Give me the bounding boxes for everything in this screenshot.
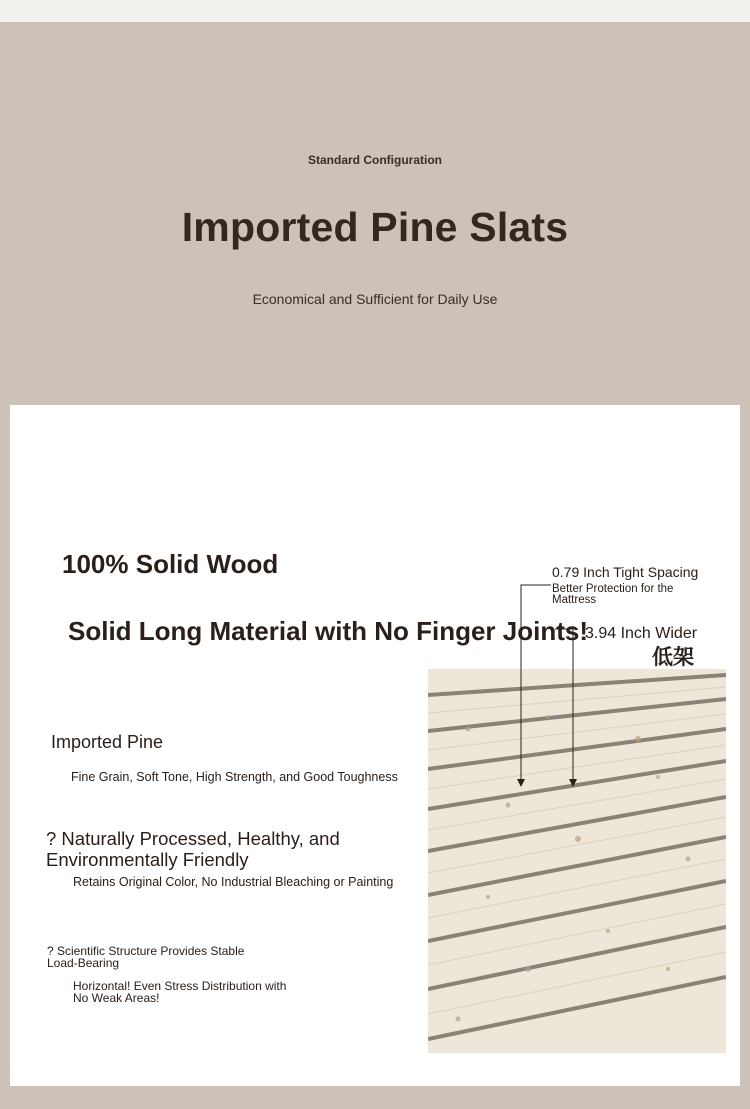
bottom-strip [0, 1086, 750, 1109]
feature-desc-imported-pine: Fine Grain, Soft Tone, High Strength, and Good Toughness [71, 770, 398, 784]
feature-desc-natural: Retains Original Color, No Industrial Bleaching or Painting [73, 875, 394, 889]
feature-title-structure: ? Scientific Structure Provides Stable Load-Bearing [47, 944, 245, 970]
spacing-arrows [515, 583, 585, 789]
feature-desc-structure: Horizontal! Even Stress Distribution with No Weak Areas! [73, 979, 287, 1005]
spacing-label: 0.79 Inch Tight Spacing [552, 564, 699, 580]
feature-panel [10, 405, 740, 1086]
hero-eyebrow: Standard Configuration [308, 153, 442, 167]
headline-solid-wood: 100% Solid Wood [62, 549, 279, 579]
hero-section [0, 22, 750, 405]
hero-title: Imported Pine Slats [181, 204, 569, 250]
chinese-watermark: 低架 [652, 646, 694, 669]
feature-title-imported-pine: Imported Pine [51, 732, 164, 752]
top-strip [0, 0, 750, 22]
spacing-sublabel: Better Protection for the Mattress [552, 583, 674, 606]
headline-no-finger-joints: Solid Long Material with No Finger Joints! [68, 616, 588, 646]
wider-label: 3.94 Inch Wider [585, 625, 698, 642]
hero-subtitle: Economical and Sufficient for Daily Use [252, 291, 498, 307]
feature-title-natural: ? Naturally Processed, Healthy, and Environmentally Friendly [46, 828, 340, 870]
